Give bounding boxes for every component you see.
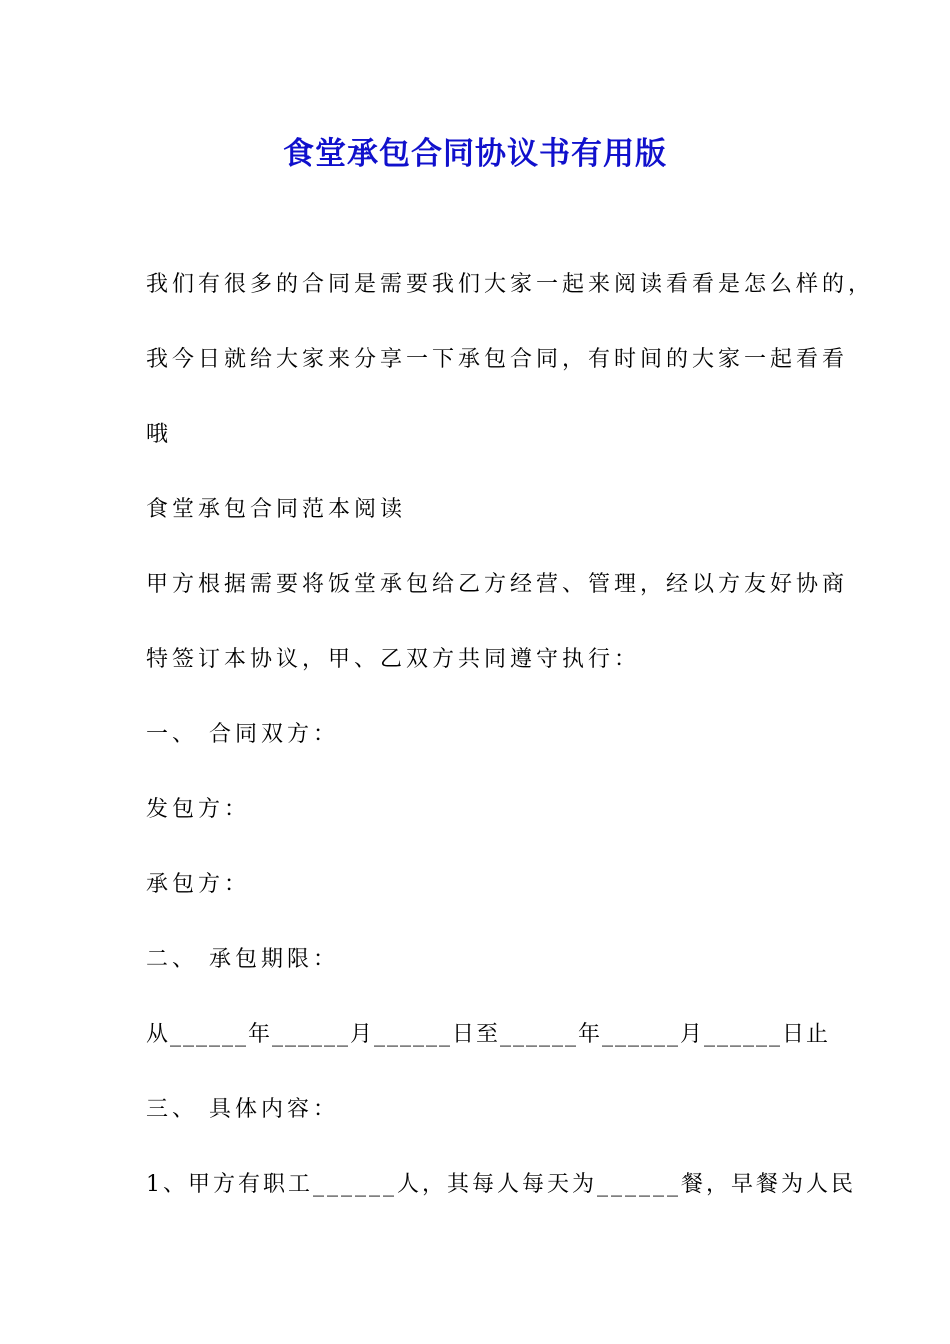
- document-title: 食堂承包合同协议书有用版: [283, 136, 667, 172]
- clause-heading: 一、 合同双方：: [146, 722, 339, 747]
- date-range-line: 从______年______月______日至______年______月______日止: [146, 1022, 831, 1047]
- paragraph-line: 1、甲方有职工______人，其每人每天为______餐，早餐为人民: [146, 1172, 856, 1197]
- paragraph-line: 我今日就给大家来分享一下承包合同，有时间的大家一起看看: [146, 347, 849, 372]
- party-field: 承包方：: [146, 872, 251, 897]
- party-field: 发包方：: [146, 797, 251, 822]
- paragraph-line: 哦: [146, 422, 173, 447]
- section-heading: 食堂承包合同范本阅读: [146, 497, 407, 522]
- clause-heading: 三、 具体内容：: [146, 1097, 339, 1122]
- paragraph-line: 甲方根据需要将饭堂承包给乙方经营、管理，经以方友好协商: [146, 572, 849, 597]
- clause-heading: 二、 承包期限：: [146, 947, 339, 972]
- paragraph-line: 我们有很多的合同是需要我们大家一起来阅读看看是怎么样的，: [146, 272, 875, 297]
- paragraph-line: 特签订本协议，甲、乙双方共同遵守执行：: [146, 647, 641, 672]
